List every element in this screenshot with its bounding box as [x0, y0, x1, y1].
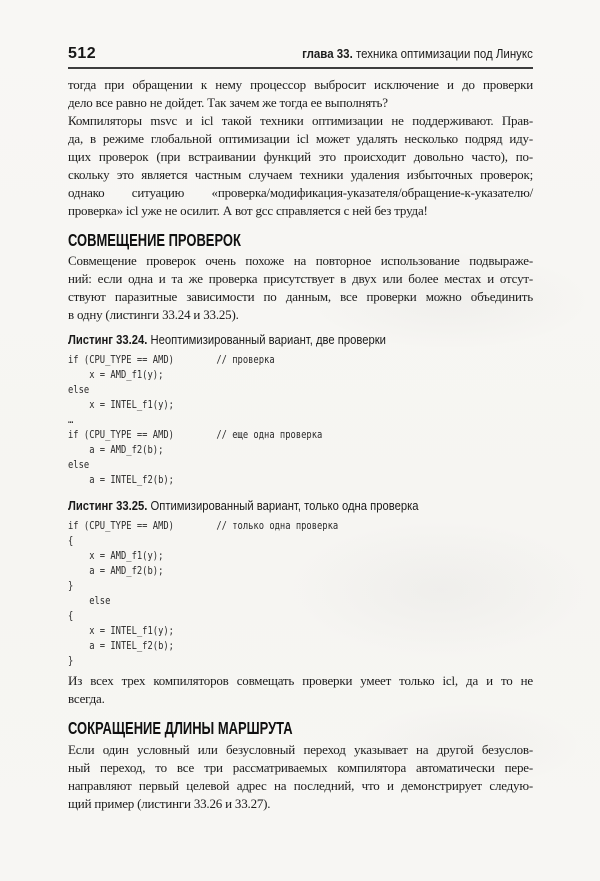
text-line: да, в режиме глобальной оптимизации icl может удалять несколько подряд иду- — [68, 131, 533, 146]
page-number: 512 — [68, 45, 97, 62]
listing-caption-text: Неоптимизированный вариант, две проверки — [147, 333, 386, 347]
section-heading-2: СОКРАЩЕНИЕ ДЛИНЫ МАРШРУТА — [68, 718, 293, 738]
paragraph-1 — [68, 76, 533, 112]
code-listing-3324 — [68, 352, 533, 487]
text-line: направляют первый целевой адрес на последний, что и демонстрирует следую- — [68, 778, 533, 793]
listing-caption-text: Оптимизированный вариант, только одна проверка — [147, 499, 419, 513]
text-line: проверка» icl уже не осилит. А вот gcc справляется с ней без труда! — [68, 203, 428, 218]
paragraph-4 — [68, 672, 533, 708]
listing-caption-3324 — [68, 332, 386, 348]
code-block: if (CPU_TYPE == AMD) // проверка x = AMD_f1(y); else x = INTEL_f1(y); … if (CPU_TYPE == AMD) // еще одна проверка a = AMD_f2(b); else a = INTEL_f2(b); — [68, 353, 323, 486]
listing-caption-wrap — [68, 331, 533, 347]
code-listing-3325 — [68, 518, 533, 668]
text-line: однако ситуацию «проверка/модификация-указателя/обращение-к-указателю/ — [68, 185, 533, 200]
section-heading-wrap — [68, 718, 533, 738]
chapter-title: техника оптимизации под Линукс — [352, 47, 533, 61]
paragraph-5 — [68, 741, 533, 813]
text-line: ствуют паразитные зависимости по данным, все проверки можно объединить — [68, 289, 533, 304]
listing-caption-3325 — [68, 498, 419, 514]
chapter-label: глава 33. — [302, 47, 353, 61]
text-line: щих проверок (при встраивании функций это происходит довольно часто), по- — [68, 149, 533, 164]
text-line: Из всех трех компиляторов совмещать проверки умеет только icl, да и то не — [68, 673, 533, 688]
section-heading-1: СОВМЕЩЕНИЕ ПРОВЕРОК — [68, 230, 241, 250]
text-line: Совмещение проверок очень похоже на повторное использование подвыраже- — [68, 253, 533, 268]
paragraph-2 — [68, 112, 533, 220]
section-heading-wrap — [68, 230, 533, 250]
text-line: ний: если одна и та же проверка присутствует в двух или более местах и отсут- — [68, 271, 533, 286]
text-line: щий пример (листинги 33.26 и 33.27). — [68, 796, 271, 811]
running-header — [68, 44, 533, 69]
text-line: Компиляторы msvc и icl такой техники оптимизации не поддерживают. Прав- — [68, 113, 533, 128]
text-line: дело все равно не дойдет. Так зачем же тогда ее выполнять? — [68, 95, 388, 110]
text-line: ный переход, то все три рассматриваемых компилятора автоматически пере- — [68, 760, 533, 775]
code-block: if (CPU_TYPE == AMD) // только одна проверка { x = AMD_f1(y); a = AMD_f2(b); } else { x = INTEL_f1(y); a = INTEL_f2(b); } — [68, 519, 339, 667]
text-line: Если один условный или безусловный переход указывает на другой безуслов- — [68, 742, 533, 757]
text-line: тогда при обращении к нему процессор выбросит исключение и до проверки — [68, 77, 533, 92]
text-line: всегда. — [68, 691, 105, 706]
text-line: в одну (листинги 33.24 и 33.25). — [68, 307, 239, 322]
paragraph-3 — [68, 252, 533, 324]
running-head-title — [302, 44, 533, 64]
text-line: скольку это является частным случаем техники удаления избыточных проверок; — [68, 167, 533, 182]
listing-label: Листинг 33.24. — [68, 333, 148, 347]
listing-label: Листинг 33.25. — [68, 499, 148, 513]
listing-caption-wrap — [68, 497, 533, 513]
